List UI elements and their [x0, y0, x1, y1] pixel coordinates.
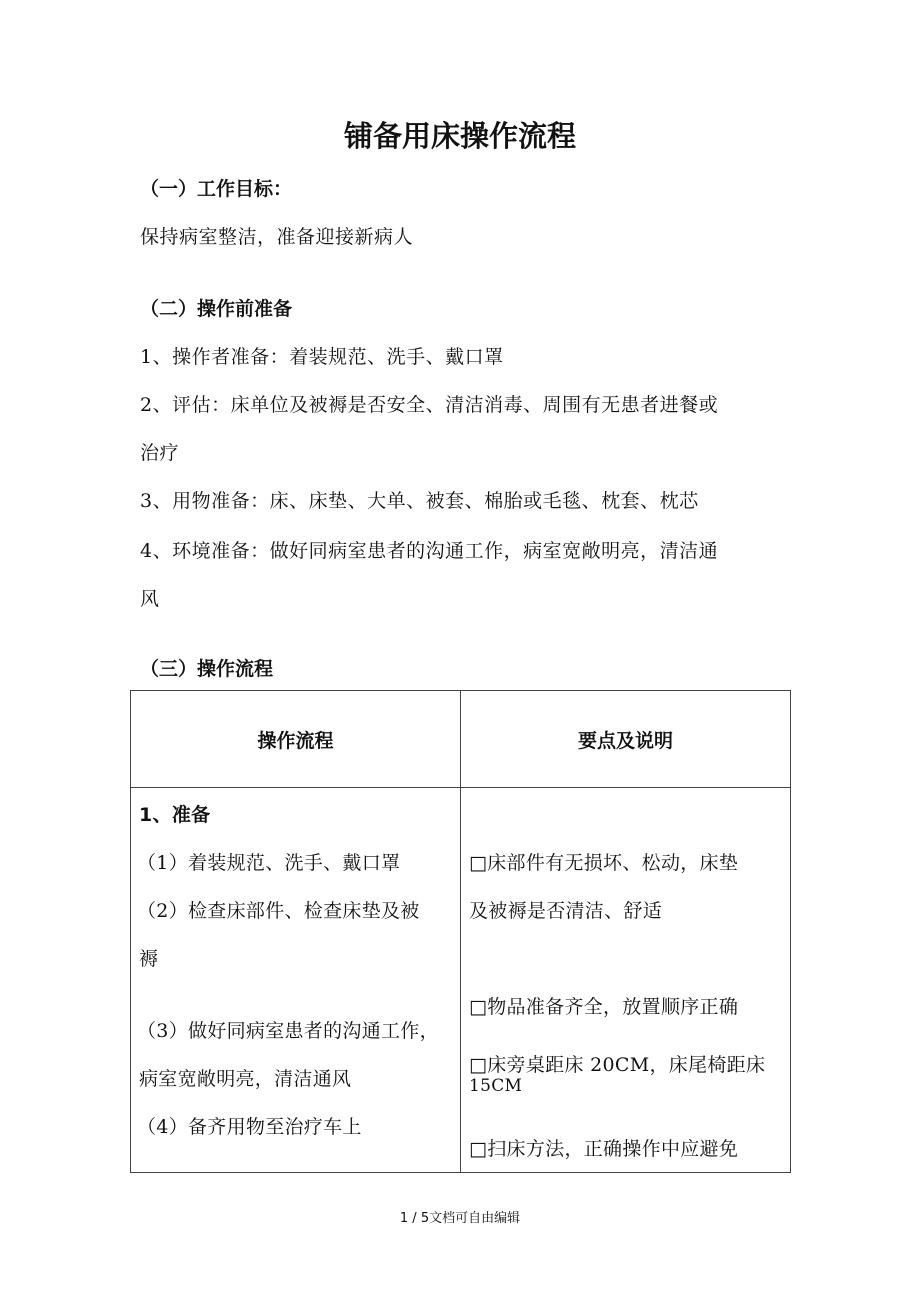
section-1-text: 保持病室整洁，准备迎接新病人 [140, 226, 414, 248]
step-title: 1、准备 [139, 804, 211, 826]
table-row [131, 788, 791, 1173]
prep-item-4-line-2: 风 [140, 588, 160, 610]
col-header-procedure: 操作流程 [131, 691, 461, 788]
note-2: □物品准备齐全，放置顺序正确 [469, 996, 739, 1018]
step-sub-1: （1）着装规范、洗手、戴口罩 [137, 852, 401, 874]
notes-cell [461, 788, 791, 1173]
prep-item-3: 3、用物准备：床、床垫、大单、被套、棉胎或毛毯、枕套、枕芯 [140, 490, 699, 512]
prep-item-2-line-1: 2、评估：床单位及被褥是否安全、清洁消毒、周围有无患者进餐或 [140, 394, 719, 416]
section-2-heading: （二）操作前准备 [140, 298, 293, 320]
prep-item-1: 1、操作者准备：着装规范、洗手、戴口罩 [140, 346, 504, 368]
note-1-line-2: 及被褥是否清洁、舒适 [469, 900, 663, 922]
note-1-line-1: □床部件有无损坏、松动，床垫 [469, 852, 739, 874]
step-sub-3-line-2: 病室宽敞明亮，清洁通风 [139, 1068, 352, 1090]
step-sub-3-line-1: （3）做好同病室患者的沟通工作， [137, 1020, 439, 1042]
step-sub-4: （4）备齐用物至治疗车上 [137, 1116, 362, 1138]
note-3-line-1: □床旁桌距床 20CM，床尾椅距床 [469, 1054, 766, 1076]
prep-item-2-line-2: 治疗 [140, 442, 180, 464]
section-3-heading: （三）操作流程 [140, 658, 274, 680]
procedure-cell [131, 788, 461, 1173]
step-sub-2-line-1: （2）检查床部件、检查床垫及被 [137, 900, 420, 922]
section-1-heading: （一）工作目标： [140, 178, 293, 200]
page-footer: 1 / 5文档可自由编辑 [399, 1211, 521, 1226]
step-sub-2-line-2: 褥 [139, 948, 159, 970]
table-header-row [131, 691, 791, 788]
note-4: □扫床方法，正确操作中应避免 [469, 1138, 739, 1160]
note-3-line-2: 15CM [469, 1076, 523, 1096]
col-header-notes: 要点及说明 [461, 691, 791, 788]
prep-item-4-line-1: 4、环境准备：做好同病室患者的沟通工作，病室宽敞明亮，清洁通 [140, 540, 719, 562]
document-title: 铺备用床操作流程 [343, 119, 576, 153]
procedure-table [130, 690, 791, 1173]
